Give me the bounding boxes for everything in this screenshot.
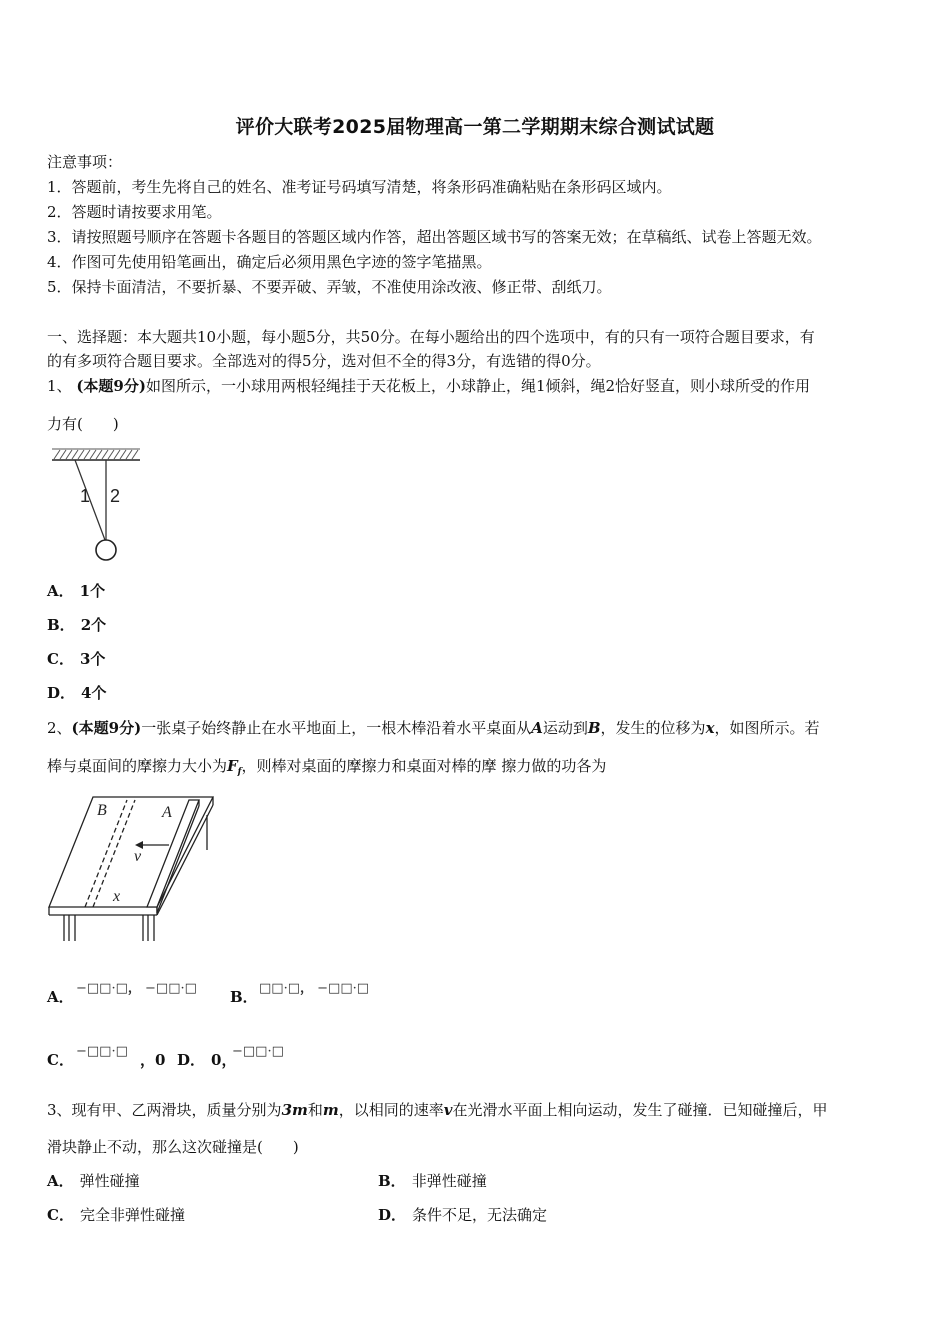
label-x: x: [113, 888, 121, 905]
q2-stem-line1: 2、(本题9分)一张桌子始终静止在水平地面上，一根木棒沿着水平桌面从A运动到B，发生的位移为x，如图所示。若: [47, 719, 820, 737]
q1-option-a[interactable]: A． 1个: [47, 582, 106, 600]
label-B: B: [97, 802, 107, 819]
q2-option-a[interactable]: A．: [47, 988, 74, 1006]
q3-option-d[interactable]: D． 条件不足，无法确定: [378, 1206, 548, 1224]
q3-stem-line2: 滑块静止不动，那么这次碰撞是( ): [47, 1138, 299, 1156]
label-v: v: [134, 848, 142, 865]
notice-item: 3．请按照题号顺序在答题卡各题目的答题区域内作答，超出答题区域书写的答案无效；在草稿纸、试卷上答题无效。: [47, 228, 822, 246]
label-A: A: [162, 804, 172, 821]
q3-option-b[interactable]: B． 非弹性碰撞: [378, 1172, 487, 1190]
q1-option-b[interactable]: B． 2个: [47, 616, 107, 634]
ceiling-hatch: [52, 449, 140, 460]
page-title: 评价大联考2025届物理高一第二学期期末综合测试试题: [235, 116, 715, 138]
notice-item: 5．保持卡面清洁，不要折暴、不要弄破、弄皱，不准使用涂改液、修正带、刮纸刀。: [47, 278, 612, 296]
q1-stem-line1: [47, 376, 810, 396]
notice-item: 4．作图可先使用铅笔画出，确定后必须用黑色字迹的签字笔描黑。: [47, 253, 492, 271]
ball: [96, 540, 116, 560]
q2-option-c[interactable]: C．: [47, 1051, 74, 1069]
q2-option-c-value: ，0: [140, 1051, 166, 1069]
notice-item: 2．答题时请按要求用笔。: [47, 203, 222, 221]
q3-option-a[interactable]: A． 弹性碰撞: [47, 1172, 140, 1190]
q1-number: 1、: [47, 377, 72, 395]
q1-score: (本题9分): [76, 377, 146, 395]
q2-option-b-formula: □□·□， −□□·□: [259, 981, 370, 996]
q3-option-c[interactable]: C． 完全非弹性碰撞: [47, 1206, 185, 1224]
q1-option-d[interactable]: D． 4个: [47, 684, 107, 702]
section-intro-line1: 一、选择题：本大题共10小题，每小题5分，共50分。在每小题给出的四个选项中，有的只有一项符合题目要求，有: [47, 328, 815, 346]
notice-heading: 注意事项：: [47, 153, 123, 171]
q2-option-c-formula: −□□·□: [76, 1044, 128, 1059]
q1-option-c[interactable]: C． 3个: [47, 650, 106, 668]
q1-text: 如图所示，一小球用两根轻绳挂于天花板上，小球静止，绳1倾斜，绳2恰好竖直，则小球所受的作用: [145, 377, 811, 395]
rope-label-1: 1: [80, 486, 91, 506]
q2-option-d-formula: −□□·□: [232, 1044, 284, 1059]
q2-option-b[interactable]: B．: [230, 988, 258, 1006]
q1-figure-pendulum: [48, 446, 144, 566]
q3-stem-line1: 3、现有甲、乙两滑块，质量分别为3m和m，以相同的速率v在光滑水平面上相向运动，发生了碰撞．已知碰撞后，甲: [47, 1101, 828, 1119]
q2-option-d[interactable]: D． 0，: [177, 1051, 237, 1069]
q1-stem-line2: 力有( ): [47, 415, 119, 433]
rope-label-2: 2: [110, 486, 121, 506]
q2-figure-table: [47, 790, 219, 944]
q2-stem-line2: 棒与桌面间的摩擦力大小为$F_f$，则棒对桌面的摩擦力和桌面对棒的摩 擦力做的功各为: [47, 757, 607, 777]
q2-option-a-formula: −□□·□， −□□·□: [76, 981, 197, 996]
section-intro-line2: 的有多项符合题目要求。全部选对的得5分，选对但不全的得3分，有选错的得0分。: [47, 352, 601, 370]
notice-item: 1．答题前，考生先将自己的姓名、准考证号码填写清楚，将条形码准确粘贴在条形码区域内。: [47, 178, 672, 196]
